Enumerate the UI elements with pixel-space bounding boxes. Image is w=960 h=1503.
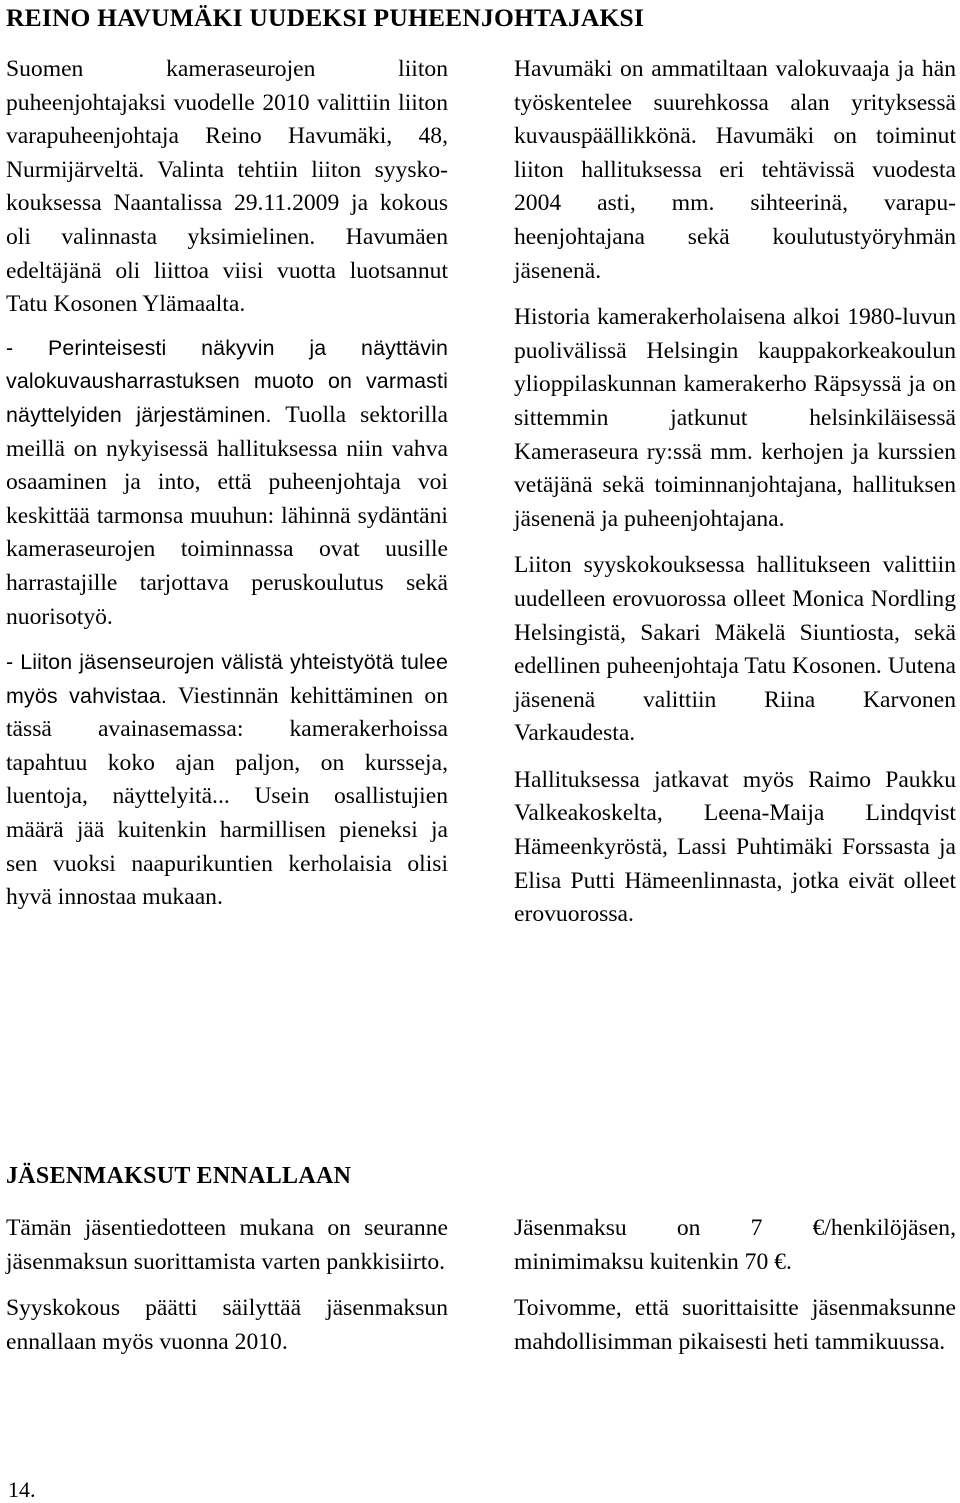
quote-intro: - Perinteisesti näkyvin ja näyttävin valokuvausharrastuksen muoto on varmasti näyttelyiden järjestäminen.	[6, 335, 448, 427]
quote-continuation: Viestinnän kehittäminen on tässä avainasemassa: kamerakerhoissa tapahtuu koko ajan paljon, on kursseja, luentoja, näyttelyitä... Usein osallistujien määrä jää kuitenkin harmillisen pieneksi ja sen vuoksi naapurikuntien kerholaisia olisi hyvä innostaa mukaan.	[6, 682, 448, 911]
fees-paragraph: Tämän jäsentiedotteen mukana on seuranne jäsenmaksun suorittamista varten pankkisiirto.	[6, 1215, 448, 1275]
fees-right-column	[514, 1212, 956, 1359]
article-paragraph: Liiton syyskokouksessa hallitukseen valittiin uudelleen erovuorossa olleet Monica Nordling Helsingistä, Sakari Mäkelä Siuntiosta, sekä edellinen puheenjohtaja Tatu Kosonen. Uutena jäsenenä valittiin Riina Karvonen Varkaudesta.	[514, 552, 956, 747]
fees-paragraph: Toivomme, että suorittaisitte jäsenmaksunne mahdollisimman pikaisesti heti tammikuussa.	[514, 1295, 956, 1355]
article-left-column	[6, 53, 448, 915]
article-title: REINO HAVUMÄKI UUDEKSI PUHEENJOHTAJAKSI	[6, 3, 645, 32]
article-quote-paragraph	[6, 332, 448, 634]
quote-intro: - Liiton jäsenseurojen välistä yhteistyötä tulee myös vahvistaa.	[6, 650, 448, 708]
fees-paragraph: Syyskokous päätti säilyttää jäsenmaksun ennallaan myös vuonna 2010.	[6, 1295, 448, 1355]
fees-paragraph: Jäsenmaksu on 7 €/henkilöjäsen, minimimaksu kuitenkin 70 €.	[514, 1215, 956, 1275]
article-paragraph: Historia kamerakerholaisena alkoi 1980-luvun puolivälissä Helsingin kauppakorkeakoulun ylioppilaskunnan kamerakerho Räpsyssä ja on sittemmin jatkunut helsinkiläisessä Kameraseura ry:ssä mm. kerhojen ja kurssien vetäjänä sekä toiminnanjohtajana, hallituksen jäsenenä ja puheenjohtajana.	[514, 304, 956, 532]
article-paragraph: Suomen kameraseurojen liiton puheenjohtajaksi vuodelle 2010 valittiin liiton varapuheenjohtaja Reino Havumäki, 48, Nurmijärveltä. Valinta tehtiin liiton syyskokouksessa Naantalissa 29.11.2009 ja kokous oli valinnasta yksimielinen. Havumäen edeltäjänä oli liittoa viisi vuotta luotsannut Tatu Kosonen Ylämaalta.	[6, 56, 448, 318]
page-number: 14.	[8, 1477, 36, 1502]
article-right-column	[514, 53, 956, 932]
article-paragraph: Hallituksessa jatkavat myös Raimo Paukku Valkeakoskelta, Leena-Maija Lindqvist Hämeenkyröstä, Lassi Puhtimäki Forssasta ja Elisa Putti Hämeenlinnasta, jotka eivät olleet erovuorossa.	[514, 766, 956, 928]
article-paragraph: Havumäki on ammatiltaan valokuvaaja ja hän työskentelee suurehkossa alan yrityksessä kuvauspäällikkönä. Havumäki on toiminut liiton hallituksessa eri tehtävissä vuodesta 2004 asti, mm. sihteerinä, varapuheenjohtajana sekä koulutustyöryhmän jäsenenä.	[514, 56, 956, 284]
article-quote-paragraph	[6, 646, 448, 915]
quote-continuation: Tuolla sektorilla meillä on nykyisessä hallituksessa niin vahva osaaminen ja into, että puheenjohtaja voi keskittää tarmonsa muuhun: lähinnä sydäntäni kameraseurojen toiminnassa ovat uusille harrastajille tarjottava peruskoulutus sekä nuorisotyö.	[6, 401, 448, 630]
fees-title: JÄSENMAKSUT ENNALLAAN	[6, 1163, 352, 1189]
fees-left-column	[6, 1212, 448, 1359]
